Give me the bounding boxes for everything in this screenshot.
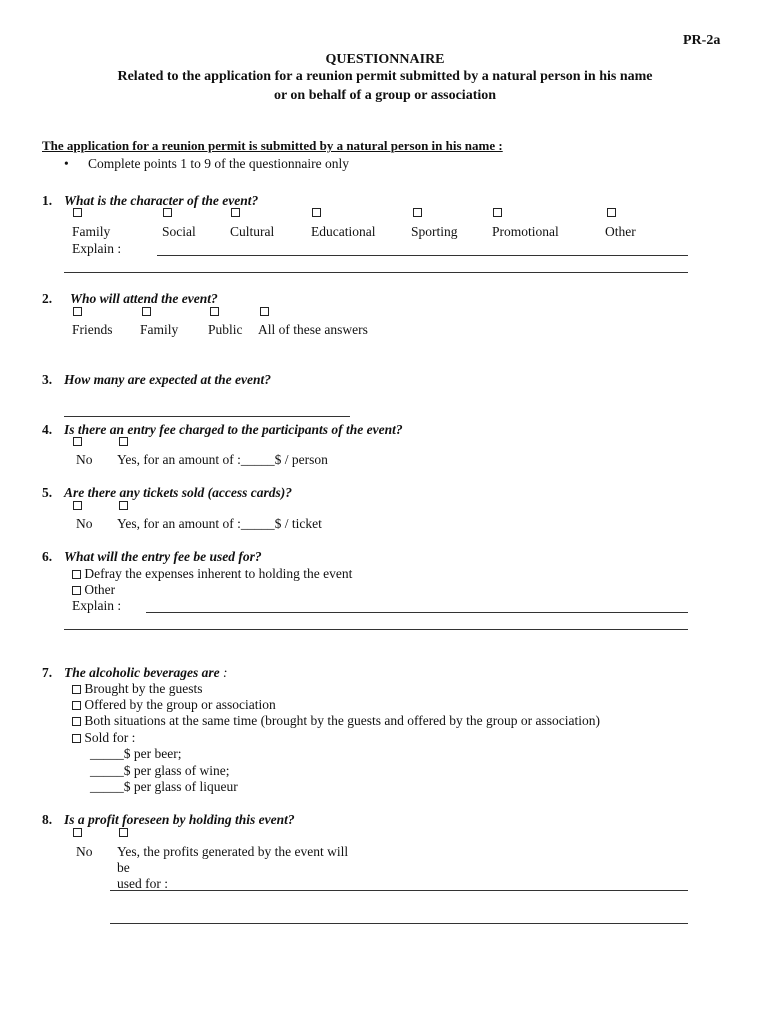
q1-explain-field-2[interactable] (64, 272, 688, 273)
q6-checkbox-other[interactable] (72, 586, 81, 595)
q4-question: Is there an entry fee charged to the participants of the event? (64, 422, 403, 437)
q2-option-label: Friends (72, 322, 113, 337)
q6-explain-field-2[interactable] (64, 629, 688, 630)
q1-option-label: Sporting (411, 224, 458, 239)
q8-usage-field[interactable] (110, 890, 688, 891)
form-code: PR-2a (683, 33, 721, 48)
q5-checkbox-no[interactable] (73, 501, 82, 510)
q8-yes-label-2: be (117, 860, 130, 875)
q7-price-liqueur: _____$ per glass of liqueur (90, 779, 238, 794)
q6-explain-label: Explain : (72, 598, 122, 613)
q1-option-label: Other (605, 224, 636, 239)
q6-number: 6. (42, 549, 53, 564)
q4-yes-label: Yes, for an amount of :_____$ / person (117, 452, 328, 467)
q7-option-label: Offered by the group or association (84, 697, 276, 712)
q7-checkbox-offered[interactable] (72, 701, 81, 710)
q1-explain-label: Explain : (72, 241, 122, 256)
q1-checkbox-cultural[interactable] (231, 208, 240, 217)
q7-question-suffix: : (219, 665, 228, 680)
q5-no-label: No (76, 516, 93, 531)
q7-question-wrap (64, 665, 227, 681)
q2-number: 2. (42, 291, 53, 306)
q8-usage-field-2[interactable] (110, 923, 688, 924)
q7-checkbox-sold[interactable] (72, 734, 81, 743)
q5-question: Are there any tickets sold (access cards)? (64, 485, 292, 500)
q7-option-label: Brought by the guests (84, 681, 203, 696)
q7-option-label: Both situations at the same time (brought by the guests and offered by the group or association) (84, 713, 601, 728)
q8-question: Is a profit foreseen by holding this event? (64, 812, 295, 827)
q7-option-label: Sold for : (84, 730, 136, 745)
q2-checkbox-family[interactable] (142, 307, 151, 316)
q8-checkbox-yes[interactable] (119, 828, 128, 837)
intro-bullet-dot: • (64, 156, 69, 171)
q2-checkbox-all[interactable] (260, 307, 269, 316)
q4-checkbox-yes[interactable] (119, 437, 128, 446)
q1-checkbox-social[interactable] (163, 208, 172, 217)
q2-option-label: All of these answers (258, 322, 368, 337)
q2-checkbox-public[interactable] (210, 307, 219, 316)
q3-question: How many are expected at the event? (64, 372, 271, 387)
q1-checkbox-family[interactable] (73, 208, 82, 217)
q6-checkbox-defray[interactable] (72, 570, 81, 579)
q1-checkbox-promotional[interactable] (493, 208, 502, 217)
q1-checkbox-other[interactable] (607, 208, 616, 217)
q7-checkbox-brought[interactable] (72, 685, 81, 694)
q6-option-label: Defray the expenses inherent to holding the event (84, 566, 353, 581)
q1-option-label: Social (162, 224, 196, 239)
q8-no-label: No (76, 844, 93, 859)
q4-number: 4. (42, 422, 53, 437)
q1-option-label: Educational (311, 224, 376, 239)
q5-number: 5. (42, 485, 53, 500)
q1-checkbox-sporting[interactable] (413, 208, 422, 217)
q2-checkbox-friends[interactable] (73, 307, 82, 316)
q7-price-wine: _____$ per glass of wine; (90, 763, 230, 778)
q2-question: Who will attend the event? (70, 291, 218, 306)
q2-option-label: Public (208, 322, 243, 337)
q1-option-label: Family (72, 224, 111, 239)
subtitle-line-2: or on behalf of a group or association (273, 88, 497, 103)
q1-question: What is the character of the event? (64, 193, 259, 208)
intro-bullet-text: Complete points 1 to 9 of the questionnaire only (88, 156, 349, 171)
q7-option-brought (72, 681, 203, 697)
q1-explain-field[interactable] (157, 255, 688, 256)
q7-option-sold (72, 730, 135, 746)
q4-no-label: No (76, 452, 93, 467)
q8-yes-label-3: used for : (117, 876, 168, 891)
q6-option-other (72, 582, 115, 598)
q1-number: 1. (42, 193, 53, 208)
q5-checkbox-yes[interactable] (119, 501, 128, 510)
q7-question: The alcoholic beverages are (64, 665, 220, 680)
q1-option-label: Cultural (230, 224, 275, 239)
q8-yes-label-1: Yes, the profits generated by the event will (117, 844, 349, 859)
page-title: QUESTIONNAIRE (325, 52, 445, 67)
q7-number: 7. (42, 665, 53, 680)
q6-option-defray (72, 566, 352, 582)
q5-yes-label: Yes, for an amount of :_____$ / ticket (117, 516, 322, 531)
subtitle-line-1: Related to the application for a reunion permit submitted by a natural person in his name (117, 69, 653, 84)
q7-price-beer: _____$ per beer; (90, 746, 182, 761)
q6-explain-field[interactable] (146, 612, 688, 613)
q8-checkbox-no[interactable] (73, 828, 82, 837)
intro-heading: The application for a reunion permit is submitted by a natural person in his name : (42, 138, 503, 153)
q8-number: 8. (42, 812, 53, 827)
q2-option-label: Family (140, 322, 179, 337)
q1-option-label: Promotional (492, 224, 559, 239)
q3-answer-field[interactable] (64, 416, 350, 417)
q3-number: 3. (42, 372, 53, 387)
q6-option-label: Other (84, 582, 116, 597)
q6-question: What will the entry fee be used for? (64, 549, 262, 564)
q7-checkbox-both[interactable] (72, 717, 81, 726)
q4-checkbox-no[interactable] (73, 437, 82, 446)
q7-option-offered (72, 697, 276, 713)
q1-checkbox-educational[interactable] (312, 208, 321, 217)
q7-option-both (72, 713, 600, 729)
